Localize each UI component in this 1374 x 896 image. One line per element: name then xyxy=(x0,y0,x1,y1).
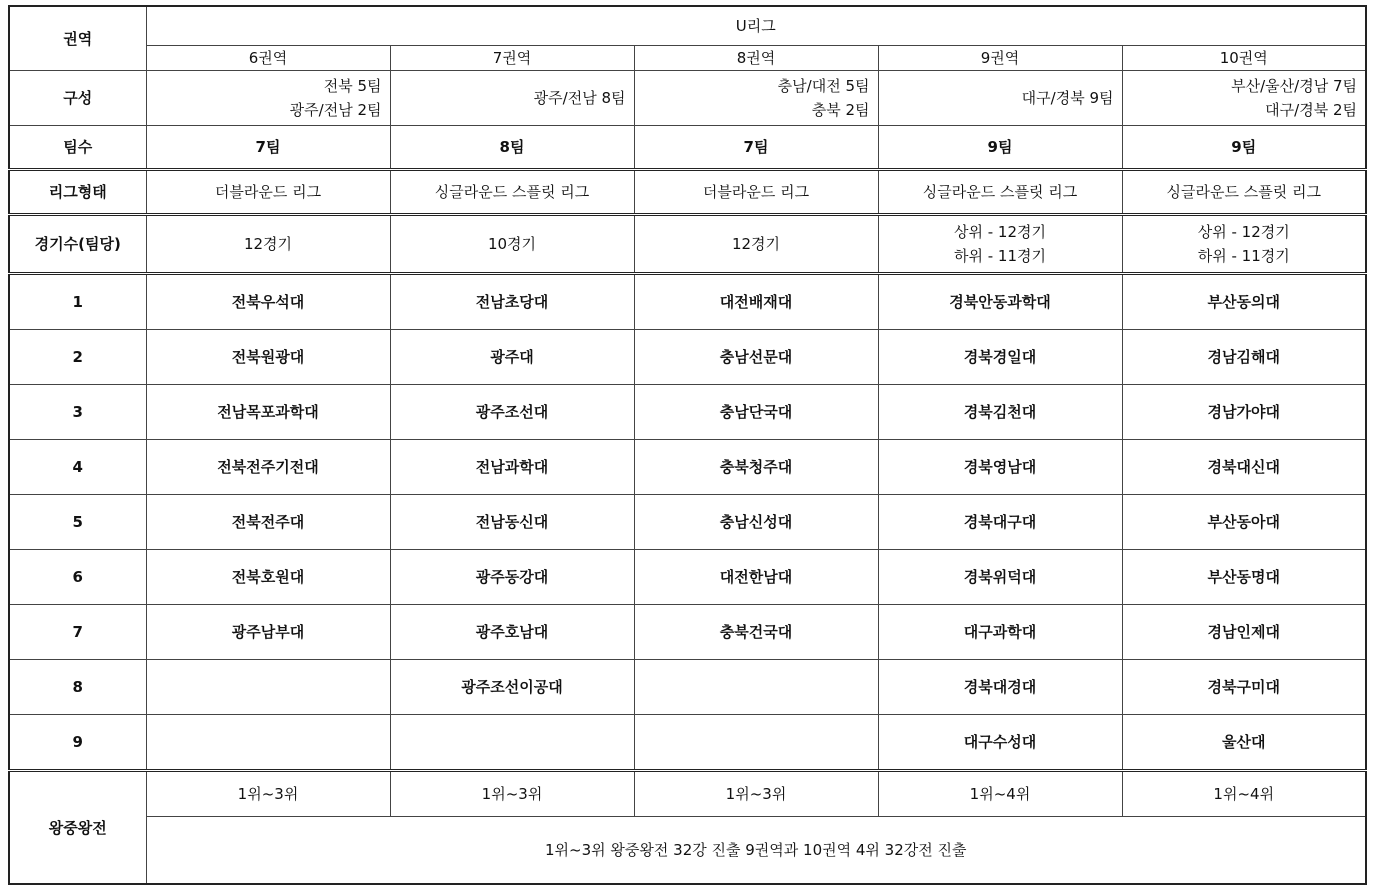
games-line: 12경기 xyxy=(731,235,781,253)
school-cell: 전남동신대 xyxy=(390,495,634,550)
table-row xyxy=(9,495,1366,550)
league-format-cell: 더블라운드 리그 xyxy=(146,170,390,215)
table-row xyxy=(9,274,1366,330)
advancement-rank-cell: 1위~4위 xyxy=(878,771,1122,817)
school-cell xyxy=(390,715,634,771)
composition-cell xyxy=(1122,71,1366,126)
games-cell xyxy=(390,215,634,274)
school-cell: 전북호원대 xyxy=(146,550,390,605)
school-cell: 경북대구대 xyxy=(878,495,1122,550)
advancement-rank-cell: 1위~3위 xyxy=(634,771,878,817)
games-line: 10경기 xyxy=(487,235,537,253)
rank-number: 1 xyxy=(9,274,146,330)
team-count-label: 팀수 xyxy=(9,126,146,170)
rank-number: 3 xyxy=(9,385,146,440)
school-cell: 경북대신대 xyxy=(1122,440,1366,495)
composition-cell xyxy=(878,71,1122,126)
school-cell xyxy=(634,715,878,771)
school-cell: 광주남부대 xyxy=(146,605,390,660)
league-format-cell: 더블라운드 리그 xyxy=(634,170,878,215)
games-line: 상위 - 12경기 xyxy=(1197,223,1290,241)
composition-line: 광주/전남 8팀 xyxy=(533,89,626,107)
team-count-cell: 7팀 xyxy=(634,126,878,170)
table-row xyxy=(9,660,1366,715)
region-8: 8권역 xyxy=(634,46,878,71)
composition-cell xyxy=(146,71,390,126)
school-cell: 경남인제대 xyxy=(1122,605,1366,660)
composition-line: 전북 5팀 xyxy=(323,77,382,95)
school-cell: 전북원광대 xyxy=(146,330,390,385)
u-league-table xyxy=(8,5,1367,885)
team-count-cell: 8팀 xyxy=(390,126,634,170)
rank-number: 6 xyxy=(9,550,146,605)
region-7: 7권역 xyxy=(390,46,634,71)
league-name: U리그 xyxy=(146,6,1366,46)
rank-number: 8 xyxy=(9,660,146,715)
school-cell xyxy=(634,660,878,715)
advancement-rank-cell: 1위~3위 xyxy=(390,771,634,817)
school-cell: 경북안동과학대 xyxy=(878,274,1122,330)
composition-line: 충남/대전 5팀 xyxy=(777,77,870,95)
games-line: 하위 - 11경기 xyxy=(954,247,1046,265)
games-cell xyxy=(878,215,1122,274)
league-format-cell: 싱글라운드 스플릿 리그 xyxy=(390,170,634,215)
school-cell: 전북전주대 xyxy=(146,495,390,550)
school-cell: 광주조선이공대 xyxy=(390,660,634,715)
table-row xyxy=(9,715,1366,771)
school-cell: 광주동강대 xyxy=(390,550,634,605)
composition-line: 대구/경북 9팀 xyxy=(1021,89,1114,107)
table-row xyxy=(9,440,1366,495)
school-cell: 충남선문대 xyxy=(634,330,878,385)
school-cell: 경북구미대 xyxy=(1122,660,1366,715)
school-cell: 광주호남대 xyxy=(390,605,634,660)
rank-number: 5 xyxy=(9,495,146,550)
school-cell: 경북대경대 xyxy=(878,660,1122,715)
school-cell: 전남목포과학대 xyxy=(146,385,390,440)
advancement-rank-cell: 1위~4위 xyxy=(1122,771,1366,817)
school-cell: 대구수성대 xyxy=(878,715,1122,771)
composition-line: 광주/전남 2팀 xyxy=(289,101,382,119)
composition-line: 대구/경북 2팀 xyxy=(1265,101,1357,119)
school-cell: 경북경일대 xyxy=(878,330,1122,385)
region-header-label: 권역 xyxy=(9,6,146,71)
composition-cell xyxy=(390,71,634,126)
table-row xyxy=(9,330,1366,385)
school-cell: 광주조선대 xyxy=(390,385,634,440)
school-cell: 경북김천대 xyxy=(878,385,1122,440)
advancement-rank-cell: 1위~3위 xyxy=(146,771,390,817)
school-cell: 부산동의대 xyxy=(1122,274,1366,330)
advancement-note: 1위~3위 왕중왕전 32강 진출 9권역과 10권역 4위 32강전 진출 xyxy=(146,817,1366,885)
advancement-label: 왕중왕전 xyxy=(9,771,146,885)
school-cell: 충북건국대 xyxy=(634,605,878,660)
school-cell: 전북전주기전대 xyxy=(146,440,390,495)
table-row xyxy=(9,550,1366,605)
school-cell: 부산동아대 xyxy=(1122,495,1366,550)
league-format-label: 리그형태 xyxy=(9,170,146,215)
league-format-cell: 싱글라운드 스플릿 리그 xyxy=(1122,170,1366,215)
team-count-cell: 7팀 xyxy=(146,126,390,170)
school-cell xyxy=(146,660,390,715)
school-cell: 울산대 xyxy=(1122,715,1366,771)
composition-cell xyxy=(634,71,878,126)
school-cell: 경북위덕대 xyxy=(878,550,1122,605)
school-cell: 부산동명대 xyxy=(1122,550,1366,605)
team-count-cell: 9팀 xyxy=(878,126,1122,170)
league-format-cell: 싱글라운드 스플릿 리그 xyxy=(878,170,1122,215)
table-row xyxy=(9,385,1366,440)
school-cell: 전남초당대 xyxy=(390,274,634,330)
school-cell: 광주대 xyxy=(390,330,634,385)
school-cell: 경남가야대 xyxy=(1122,385,1366,440)
composition-line: 충북 2팀 xyxy=(811,101,870,119)
composition-label: 구성 xyxy=(9,71,146,126)
school-cell: 전북우석대 xyxy=(146,274,390,330)
rank-number: 2 xyxy=(9,330,146,385)
school-cell: 대구과학대 xyxy=(878,605,1122,660)
region-9: 9권역 xyxy=(878,46,1122,71)
school-cell: 대전배재대 xyxy=(634,274,878,330)
rank-number: 9 xyxy=(9,715,146,771)
games-cell xyxy=(1122,215,1366,274)
school-cell: 충남신성대 xyxy=(634,495,878,550)
table-row xyxy=(9,605,1366,660)
games-label: 경기수(팀당) xyxy=(9,215,146,274)
team-count-cell: 9팀 xyxy=(1122,126,1366,170)
games-line: 12경기 xyxy=(243,235,293,253)
school-cell: 충북청주대 xyxy=(634,440,878,495)
region-6: 6권역 xyxy=(146,46,390,71)
games-cell xyxy=(634,215,878,274)
school-cell xyxy=(146,715,390,771)
school-cell: 경남김해대 xyxy=(1122,330,1366,385)
games-cell xyxy=(146,215,390,274)
games-line: 상위 - 12경기 xyxy=(954,223,1046,241)
rank-number: 7 xyxy=(9,605,146,660)
region-10: 10권역 xyxy=(1122,46,1366,71)
school-cell: 경북영남대 xyxy=(878,440,1122,495)
rank-number: 4 xyxy=(9,440,146,495)
games-line: 하위 - 11경기 xyxy=(1197,247,1290,265)
composition-line: 부산/울산/경남 7팀 xyxy=(1231,77,1357,95)
school-cell: 전남과학대 xyxy=(390,440,634,495)
school-cell: 대전한남대 xyxy=(634,550,878,605)
school-cell: 충남단국대 xyxy=(634,385,878,440)
